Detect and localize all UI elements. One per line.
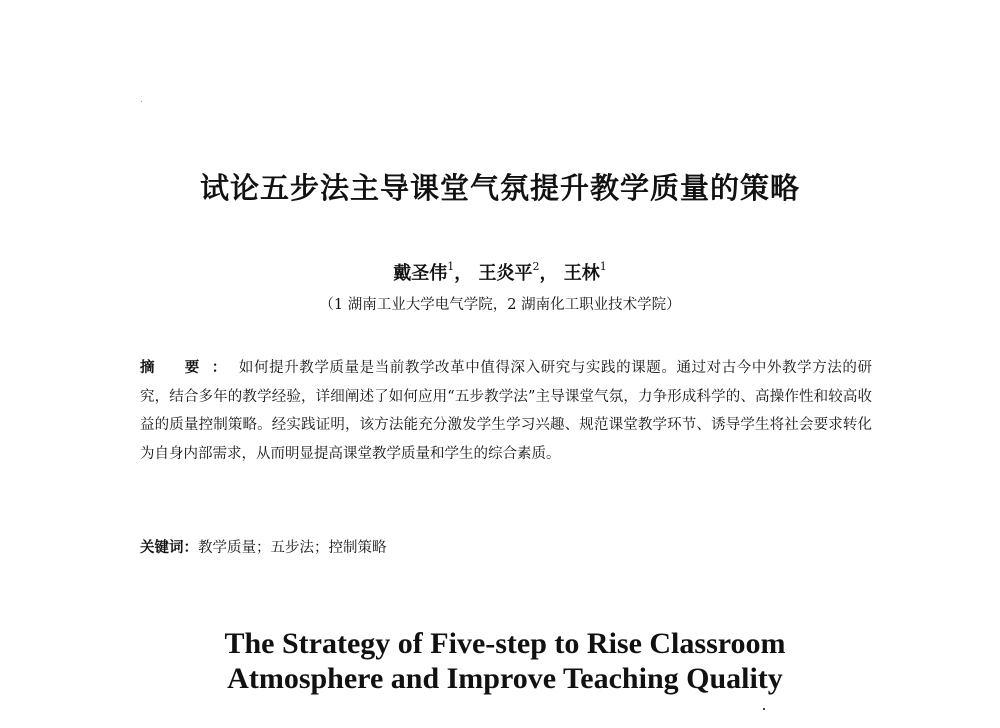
author-name: 王炎平 — [478, 263, 533, 284]
author-line — [0, 260, 1000, 288]
affiliation-mark: 1 — [447, 260, 455, 273]
abstract-paragraph — [140, 354, 872, 468]
affiliation-mark: 2 — [532, 260, 540, 273]
abstract-label: 摘 要： — [140, 359, 239, 376]
abstract-text: 如何提升教学质量是当前教学改革中值得深入研究与实践的课题。通过对古今中外教学方法的研究，结合多年的教学经验，详细阐述了如何应用“五步教学法”主导课堂气氛，力争形成科学的、高操作性和较高收益的质量控制策略。经实践证明，该方法能充分激发学生学习兴趣、规范课堂教学环节、诱导学生将社会要求转化为自身内部需求，从而明显提高课堂教学质量和学生的综合素质。 — [140, 360, 872, 462]
keywords-line — [140, 536, 880, 560]
english-title-line-1: The Strategy of Five-step to Rise Classroom — [224, 627, 786, 660]
scan-speck — [763, 708, 765, 710]
author-name: 戴圣伟 — [393, 263, 448, 284]
author-name: 王林 — [563, 263, 600, 284]
english-title — [0, 626, 1000, 696]
english-title-line-2: Atmosphere and Improve Teaching Quality — [227, 662, 783, 695]
keywords-text: 教学质量；五步法；控制策略 — [198, 540, 387, 556]
affiliation-line: （1 湖南工业大学电气学院，2 湖南化工职业技术学院） — [319, 297, 681, 313]
scan-speck — [141, 101, 142, 102]
affiliation-mark: 1 — [599, 260, 607, 273]
chinese-title: 试论五步法主导课堂气氛提升教学质量的策略 — [199, 171, 800, 205]
keywords-label: 关键词： — [140, 539, 198, 556]
author-separator: ， — [539, 263, 558, 284]
author-separator: ， — [454, 263, 473, 284]
